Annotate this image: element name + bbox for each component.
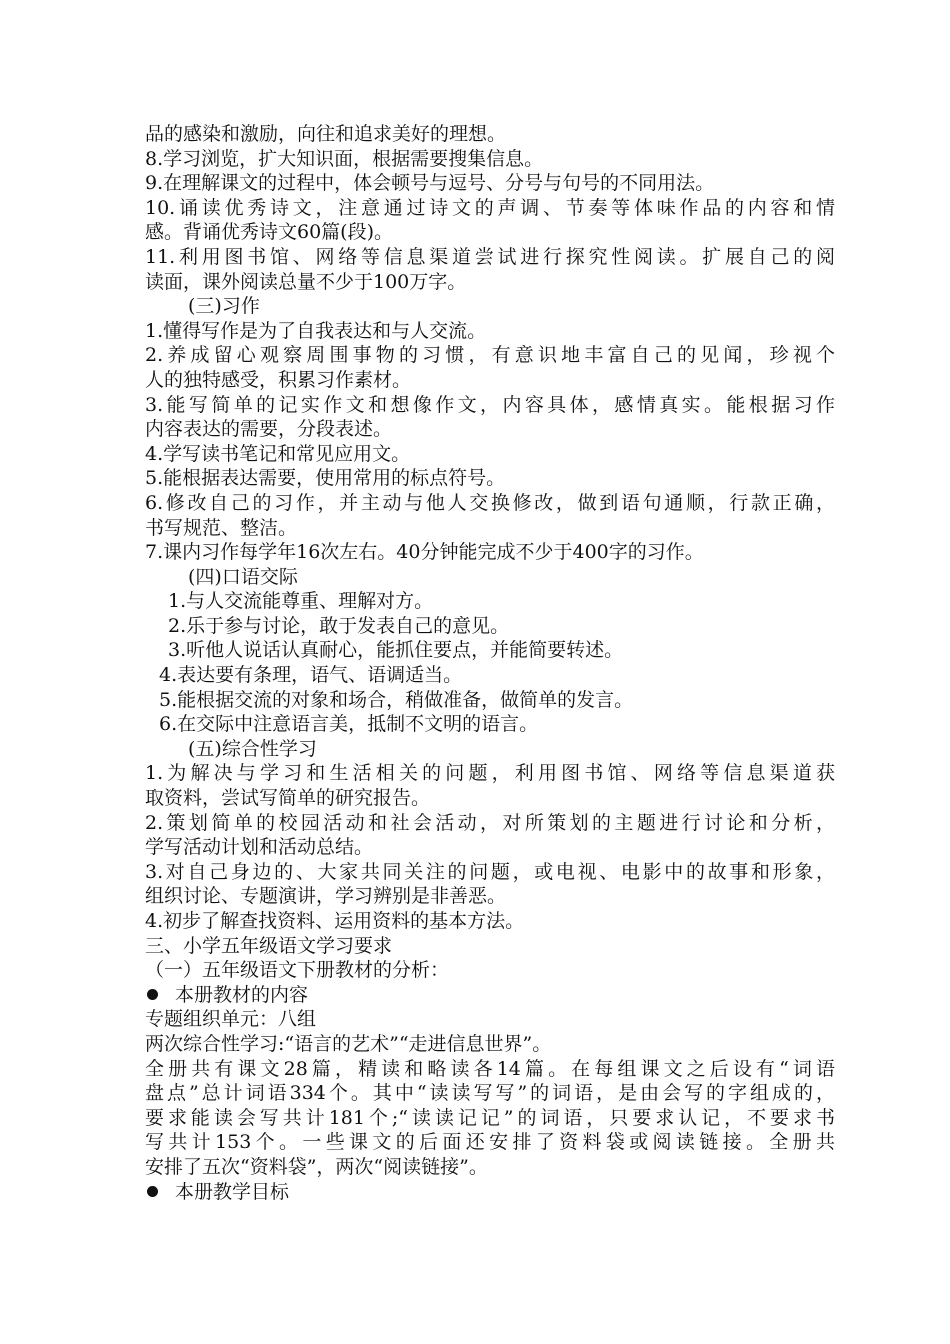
text-line: 内容表达的需要，分段表述。	[145, 418, 393, 441]
bullet-icon	[147, 989, 158, 1000]
list-item: 2.乐于参与讨论，敢于发表自己的意见。	[168, 614, 510, 637]
text-line: 书写规范、整洁。	[145, 516, 298, 539]
section-heading-comprehensive: (五)综合性学习	[188, 737, 317, 760]
list-item: 8.学习浏览，扩大知识面，根据需要搜集信息。	[145, 147, 544, 170]
text-line: 盘点”总计词语334个。其中“读读写写”的词语，是由会写的字组成的，	[145, 1082, 835, 1105]
subsection-heading: （一）五年级语文下册教材的分析：	[145, 959, 450, 982]
list-item: 5.能根据交流的对象和场合，稍做准备，做简单的发言。	[159, 688, 634, 711]
text-line: 读面，课外阅读总量不少于100万字。	[145, 270, 467, 293]
list-item: 4.表达要有条理，语气、语调适当。	[159, 664, 463, 687]
text-line: 人的独特感受，积累习作素材。	[145, 368, 412, 391]
list-item: 4.初步了解查找资料、运用资料的基本方法。	[145, 910, 525, 932]
bullet-item	[145, 983, 835, 1008]
list-item: 9.在理解课文的过程中，体会顿号与逗号、分号与句号的不同用法。	[145, 172, 715, 195]
bullet-item	[145, 1180, 835, 1205]
list-item: 1.与人交流能尊重、理解对方。	[168, 590, 434, 613]
text-line: 品的感染和激励，向往和追求美好的理想。	[145, 123, 507, 145]
list-item: 10.诵读优秀诗文，注意通过诗文的声调、节奏等体味作品的内容和情	[145, 196, 835, 219]
list-item: 4.学写读书笔记和常见应用文。	[145, 442, 411, 465]
list-item: 6.在交际中注意语言美，抵制不文明的语言。	[159, 713, 539, 736]
text-line: 学写活动计划和活动总结。	[145, 836, 374, 859]
list-item: 11.利用图书馆、网络等信息渠道尝试进行探究性阅读。扩展自己的阅	[145, 245, 835, 268]
text-line: 写共计153个。一些课文的后面还安排了资料袋或阅读链接。全册共	[145, 1131, 835, 1154]
list-item: 5.能根据表达需要，使用常用的标点符号。	[145, 467, 506, 490]
text-line: 两次综合性学习:“语言的艺术”“走进信息世界”。	[145, 1032, 552, 1055]
bullet-icon	[147, 1186, 158, 1197]
list-item: 2.养成留心观察周围事物的习惯，有意识地丰富自己的见闻，珍视个	[145, 344, 835, 367]
list-item: 3.听他人说话认真耐心，能抓住要点，并能简要转述。	[168, 639, 624, 662]
list-item: 1.为解决与学习和生活相关的问题，利用图书馆、网络等信息渠道获	[145, 762, 835, 785]
bullet-text: 本册教材的内容	[175, 983, 309, 1006]
text-line: 感。背诵优秀诗文60篇(段)。	[145, 221, 394, 244]
chapter-heading: 三、小学五年级语文学习要求	[145, 934, 393, 957]
list-item: 7.课内习作每学年16次左右。40分钟能完成不少于400字的习作。	[145, 541, 704, 564]
text-line: 专题组织单元：八组	[145, 1008, 317, 1031]
text-line: 组织讨论、专题演讲，学习辨别是非善恶。	[145, 885, 507, 908]
list-item: 2.策划简单的校园活动和社会活动，对所策划的主题进行讨论和分析，	[145, 811, 835, 834]
list-item: 3.对自己身边的、大家共同关注的问题，或电视、电影中的故事和形象，	[145, 860, 835, 883]
bullet-text: 本册教学目标	[175, 1180, 290, 1203]
list-item: 1.懂得写作是为了自我表达和与人交流。	[145, 319, 487, 342]
document-page	[145, 122, 835, 1204]
text-line: 要求能读会写共计181个;“读读记记”的词语，只要求认记，不要求书	[145, 1106, 835, 1129]
text-line: 安排了五次“资料袋”，两次“阅读链接”。	[145, 1155, 488, 1178]
text-line: 全册共有课文28篇，精读和略读各14篇。在每组课文之后设有“词语	[145, 1057, 835, 1080]
section-heading-writing: (三)习作	[188, 295, 260, 318]
list-item: 6.修改自己的习作，并主动与他人交换修改，做到语句通顺，行款正确，	[145, 491, 835, 514]
section-heading-oral: (四)口语交际	[188, 565, 298, 588]
text-line: 取资料，尝试写简单的研究报告。	[145, 787, 431, 810]
list-item: 3.能写简单的记实作文和想像作文，内容具体，感情真实。能根据习作	[145, 393, 835, 416]
